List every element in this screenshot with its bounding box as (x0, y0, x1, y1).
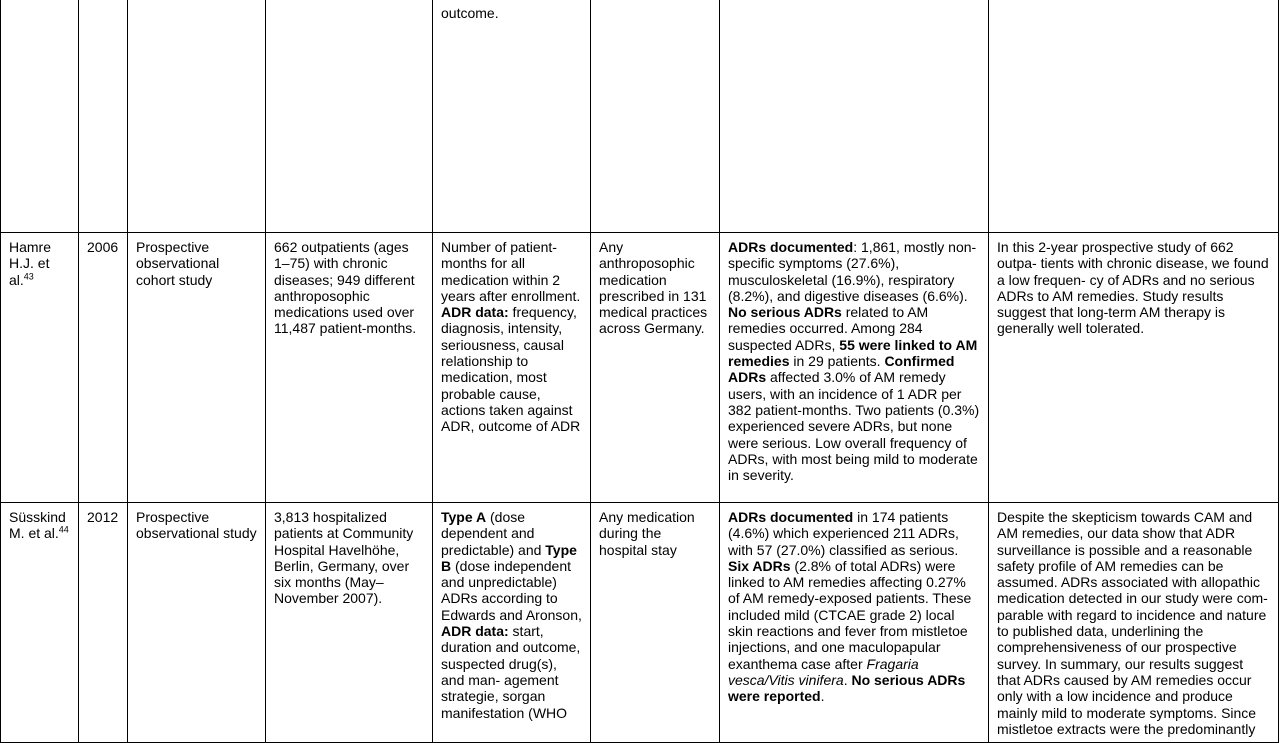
text-segment: 55 were linked to AM remedies (728, 336, 978, 370)
cell-results (720, 233, 989, 503)
cell-results (720, 503, 989, 743)
text-segment: Six ADRs (728, 557, 791, 574)
text-segment: Type A (441, 509, 487, 525)
cell-year (79, 0, 128, 233)
cell-results (720, 0, 989, 233)
cell-outcome-measures (433, 0, 591, 233)
text-segment: Confirmed ADRs (728, 353, 955, 386)
cell-year: 2006 (79, 233, 128, 503)
text-segment: (2.8% of total ADRs) were linked to AM remedies affecting 0.27% of AM remedy-exposed patients. These included mild (CTCAE grade 2) local skin reactions and fever from mistletoe injections, and one maculopapular exanthema case after (728, 557, 972, 672)
cell-population: 662 outpatients (ages 1–75) with chronic diseases; 949 different anthroposophic medications used over 11,487 patient-months. (266, 233, 433, 503)
cell-population (266, 0, 433, 233)
text-segment: start, duration and outcome, suspected drug(s), and man- agement strategie, sorgan manifestation (WHO (441, 623, 581, 721)
text-segment: outcome. (441, 5, 499, 21)
cell-conclusion (989, 0, 1279, 233)
cell-year: 2012 (79, 503, 128, 743)
cell-population: 3,813 hospitalized patients at Community Hospital Havelhöhe, Berlin, Germany, over six months (May–November 2007). (266, 503, 433, 743)
cell-author (1, 233, 79, 503)
text-segment: No serious ADRs were reported (728, 671, 966, 705)
text-segment: No serious ADRs (728, 304, 842, 321)
text-segment: ADR data: (441, 623, 509, 640)
text-segment: frequency, diagnosis, intensity, seriousness, causal relationship to medication, most probable cause, actions taken against ADR, outcome of ADR (441, 304, 581, 435)
cell-intervention: Any anthroposophic medication prescribed in 131 medical practices across Germany. (591, 233, 720, 503)
cell-conclusion: In this 2-year prospective study of 662 outpa- tients with chronic disease, we found a low frequen- cy of ADRs and no serious ADRs to AM remedies. Study results suggest that long-term AM therapy is generally well tolerated. (989, 233, 1279, 503)
text-segment: related to AM remedies occurred. Among 284 suspected ADRs, (728, 304, 929, 353)
text-segment: affected 3.0% of AM remedy users, with an incidence of 1 ADR per 382 patient-months. Two patients (0.3%) experienced severe ADRs, but none were serious. Low overall frequency of ADRs, with most being mild to moderate in severity. (728, 369, 980, 484)
cell-intervention (591, 0, 720, 233)
text-segment: ADRs documented (728, 239, 854, 255)
text-segment: : 1,861, mostly non-specific symptoms (27.6%), musculoskeletal (16.9%), respiratory (8.2%), and digestive diseases (6.6%). (728, 239, 977, 304)
reference-number: 43 (23, 270, 34, 281)
text-segment: ADR data: (441, 304, 509, 321)
cell-outcome-measures (433, 233, 591, 503)
cell-outcome-measures (433, 503, 591, 743)
text-segment: (dose independent and unpredictable) ADRs according to Edwards and Aronson, (441, 557, 582, 623)
text-segment: Fragaria vesca/Vitis vinifera (728, 655, 919, 688)
cell-author (1, 0, 79, 233)
text-segment: Number of patient-months for all medication within 2 years after enrollment. (441, 239, 581, 304)
author-name: Süsskind M. et al. (9, 509, 66, 542)
text-segment: . (820, 688, 825, 705)
reference-number: 44 (58, 524, 69, 535)
cell-conclusion: Despite the skepticism towards CAM and AM remedies, our data show that ADR surveillance is possible and a reasonable safety profile of AM remedies can be assumed. ADRs associated with allopathic medication detected in our study were com- parable with regard to incidence and nature to published data, underlining the comprehensiveness of our prospective survey. In summary, our results suggest that ADRs caused by AM remedies occur only with a low incidence and produce mainly mild to moderate symptoms. Since mistletoe extracts were the predominantly (989, 503, 1279, 743)
cell-intervention: Any medication during the hospital stay (591, 503, 720, 743)
cell-design (128, 0, 266, 233)
table-row (1, 233, 1279, 503)
cell-author (1, 503, 79, 743)
text-segment: Type B (441, 541, 577, 574)
text-segment: in 174 patients (4.6%) which experienced 211 ADRs, with 57 (27.0%) classified as serious. (728, 509, 959, 558)
cell-design: Prospective observational study (128, 503, 266, 743)
cell-design: Prospective observational cohort study (128, 233, 266, 503)
text-segment: ADRs documented (728, 509, 854, 525)
table-row (1, 503, 1279, 743)
text-segment: . (843, 671, 852, 688)
text-segment: (dose dependent and predictable) and (441, 509, 546, 558)
table-row (1, 0, 1279, 233)
author-name: Hamre H.J. et al. (9, 239, 52, 288)
text-segment: in 29 patients. (789, 353, 885, 370)
